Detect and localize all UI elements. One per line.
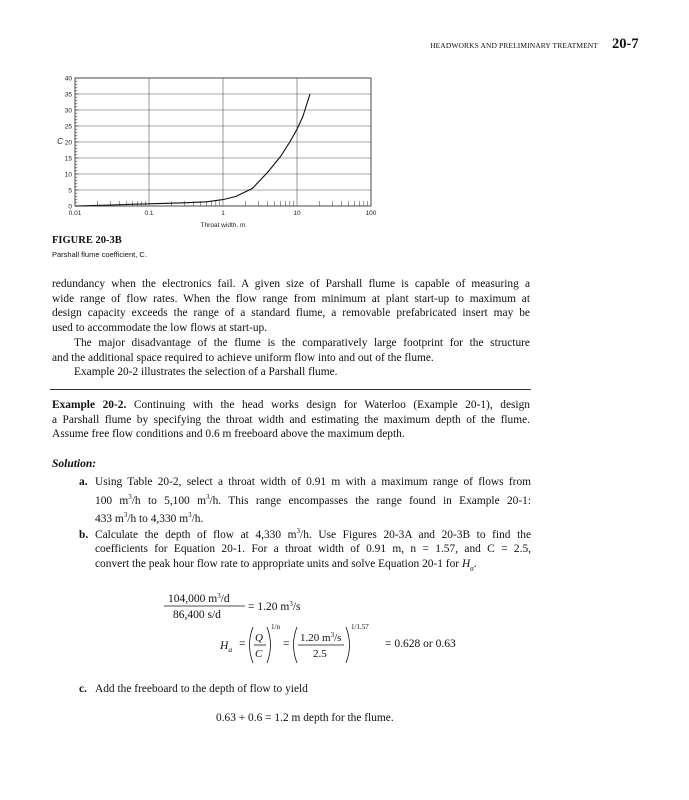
variable-h: H: [461, 557, 471, 570]
eq2-result: = 0.628 or 0.63: [385, 638, 456, 650]
text-run: /h.: [191, 512, 204, 525]
eq1-numerator: 104,000 $m^3/d$: [168, 592, 230, 605]
y-tick-label: 35: [64, 91, 72, 99]
y-tick-label: 10: [64, 171, 72, 179]
x-tick-label: 1: [221, 210, 225, 217]
eq2-c: C: [255, 648, 263, 660]
major-gridlines: [75, 78, 371, 206]
step-label: a.: [79, 476, 88, 488]
x-tick-label: 100: [365, 210, 377, 217]
step-a: [79, 475, 531, 526]
x-tick-label: 10: [293, 210, 301, 217]
paragraph-redundancy: [52, 277, 530, 335]
x-tick-label: 0.1: [144, 210, 154, 217]
text-line: [79, 557, 531, 576]
step-b: [79, 524, 531, 576]
text-run: convert the peak hour flow rate to appropriate units and solve Equation 20-1 for: [95, 557, 460, 570]
text-run: 433 m: [95, 512, 124, 525]
page-number: 20-7: [612, 36, 639, 52]
y-tick-label: 40: [64, 75, 72, 83]
eq2-exponent-1: 1/n: [271, 623, 280, 631]
figure-caption: FIGURE 20-3B: [52, 235, 122, 246]
example-text: Continuing with the head works design for Waterloo (Example 20-1), design: [133, 399, 530, 411]
text-line: [79, 490, 531, 508]
superscript: 3: [205, 492, 210, 501]
step-text: Add the freeboard to the depth of flow to yield: [95, 683, 308, 695]
y-tick-label: 15: [64, 155, 72, 163]
x-tick-labels: [69, 210, 377, 217]
text-line: design capacity exceeds the range of a standard flume, a removable prefabricated insert may be: [52, 307, 530, 320]
y-tick-label: 25: [64, 123, 72, 131]
text-run: /h to 4,330 m: [127, 512, 189, 525]
eq2-lhs: $H_a$: [220, 640, 233, 654]
step-c: [79, 682, 531, 697]
text-line: The major disadvantage of the flume is the comparatively large footprint for the structure: [74, 337, 530, 349]
y-tick-label: 20: [64, 139, 72, 147]
y-tick-label: 30: [64, 107, 72, 115]
equations: [150, 590, 490, 670]
step-label: b.: [79, 528, 89, 541]
eq2-denominator: 2.5: [313, 648, 327, 660]
eq2-equals-2: =: [283, 638, 290, 650]
text-line: [79, 682, 531, 697]
left-paren-1: [250, 627, 254, 663]
text-run: Calculate the depth of flow at 4,330 m: [95, 528, 297, 541]
eq2-equals: =: [239, 638, 246, 650]
text-line: Example 20-2 illustrates the selection of a Parshall flume.: [74, 366, 338, 379]
step-text: Using Table 20-2, select a throat width of 0.91 m with a maximum range of flows from: [95, 476, 531, 488]
paragraph-disadvantage: [52, 336, 530, 380]
text-run: /h to 5,100 m: [131, 494, 206, 507]
eq1-result: = 1.20 $m^3/s$: [248, 600, 301, 613]
x-tick-label: 0.01: [68, 210, 82, 217]
superscript: 3: [123, 510, 128, 519]
step-label: c.: [79, 683, 87, 695]
coefficient-chart: [40, 68, 385, 233]
text-run: /h. Use Figures 20-3A and 20-3B to find the: [300, 528, 531, 541]
solution-heading: Solution:: [52, 458, 97, 470]
y-tick-label: 0: [68, 203, 72, 211]
right-paren-1: [267, 627, 271, 663]
text-line: [52, 398, 530, 413]
figure-description: Parshall flume coefficient, C.: [52, 250, 147, 259]
text-line: redundancy when the electronics fail. A given size of Parshall flume is capable of measuring a: [52, 278, 530, 290]
text-run: .: [473, 557, 477, 570]
superscript: 3: [128, 492, 132, 501]
section-rule: [50, 389, 531, 390]
example-statement: [52, 398, 530, 442]
eq2-q: Q: [255, 632, 263, 644]
text-run: /h. This range encompasses the range found in Example 20-1:: [209, 494, 531, 507]
x-axis-label: Throat width, m: [200, 222, 246, 229]
example-title: Example 20-2.: [52, 399, 127, 411]
left-paren-2: [294, 627, 298, 663]
superscript: 3: [296, 527, 301, 535]
right-paren-2: [346, 627, 350, 663]
text-line: Assume free flow conditions and 0.6 m freeboard above the maximum depth.: [52, 428, 405, 441]
text-line: and the additional space required to achieve uniform flow into and out of the flume.: [52, 351, 434, 364]
final-equation: 0.63 + 0.6 = 1.2 m depth for the flume.: [216, 712, 394, 724]
running-head: HEADWORKS AND PRELIMINARY TREATMENT: [430, 41, 598, 50]
eq2-exponent-2: 1/1.57: [351, 623, 369, 631]
eq2-numerator: 1.20 $m^3/s$: [300, 631, 342, 644]
text-line: [79, 524, 531, 542]
text-line: used to accommodate the low flows at start-up.: [52, 321, 268, 334]
text-line: wide range of flow rates. When the flow range from minimum at plant start-up to maximum at: [52, 292, 530, 305]
y-axis-label: C: [57, 137, 63, 146]
superscript: 3: [188, 510, 192, 519]
coefficient-curve: [75, 94, 310, 206]
text-run: 100 m: [95, 494, 129, 507]
eq1-denominator: 86,400 s/d: [173, 609, 221, 621]
text-line: [79, 475, 531, 490]
y-tick-label: 5: [68, 187, 72, 195]
subscript: a: [470, 563, 474, 573]
y-tick-labels: [65, 76, 73, 211]
text-line: coefficients for Equation 20-1. For a throat width of 0.91 m, n = 1.57, and C = 2.5,: [95, 543, 531, 556]
text-line: a Parshall flume by specifying the throat width and estimating the maximum depth of the flume.: [52, 413, 530, 426]
